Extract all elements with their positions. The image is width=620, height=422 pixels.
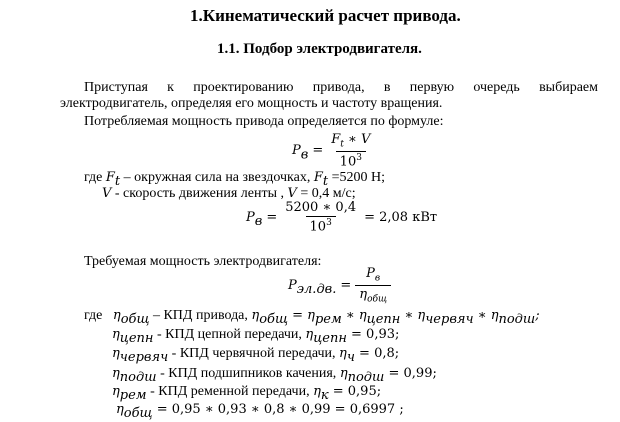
eta-line-bearings: $\eta_{подш}$ - КПД подшипников качения, $\eta_{подш} = 0,99$; [112,366,437,385]
para3: Требуемая мощность электродвигателя: [84,254,322,269]
formula-power-value: $P_в$ = $\frac{5200 ∗ 0,4}{10^3}$ = 2,08 кВт [246,200,438,235]
eta-line-result: $\eta_{общ} = 0,95$ ∗ 0,93 ∗ 0,8 ∗ 0,99 = 0,6997 ; [116,402,404,421]
formula-motor-power: $P_{эл.дв.}$ = $\frac{P_в}{\eta_{общ}}$ [288,266,391,304]
where-force-line: где $F_t$ – окружная сила на звездочках, $F_t =5200$ Н; [84,170,386,189]
eta-line-total: где $\eta_{общ}$ – КПД привода, $\eta_{общ} = \eta_{рем}$ ∗ $\eta_{цепн}$ ∗ $\eta_{червяч}$ ∗ $\eta_{подш}$; [84,308,540,327]
fraction: $\frac{P_в}{\eta_{общ}}$ [355,266,391,304]
eta-line-belt: $\eta_{рем}$ - КПД ременной передачи, $\eta_к = 0,95$; [112,384,382,403]
para2: Потребляемая мощность привода определяется по формуле: [84,114,444,129]
para1-line1: Приступая к проектированию привода, в первую очередь выбираем [84,80,598,95]
heading-main: 1.Кинематический расчет привода. [190,6,461,25]
heading-sub: 1.1. Подбор электродвигателя. [217,41,422,57]
eta-line-chain: $\eta_{цепн}$ - КПД цепной передачи, $\eta_{цепн} = 0,93$; [112,327,400,346]
eta-line-worm: $\eta_{червяч}$ - КПД червячной передачи, $\eta_ч = 0,8$; [112,346,400,365]
formula-power-consumed: $P_в$ = $\frac{F_t ∗ V}{10^3}$ [292,132,374,169]
where-speed-line: V - скорость движения ленты , V = 0,4 м/с; [102,186,356,201]
fraction: $\frac{5200 ∗ 0,4}{10^3}$ [285,200,357,235]
para1-line2: электродвигатель, определяя его мощность и частоту вращения. [60,96,443,111]
fraction: $\frac{F_t ∗ V}{10^3}$ [331,132,371,169]
